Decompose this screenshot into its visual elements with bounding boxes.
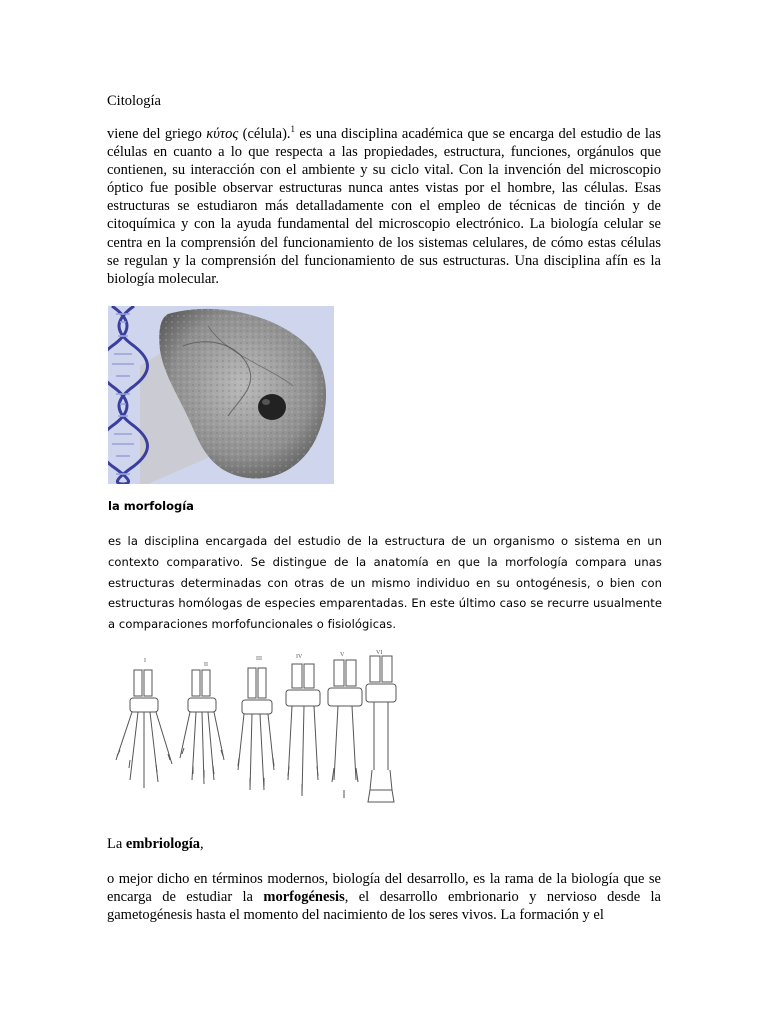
footnote-marker: 1 (290, 124, 296, 134)
embriologia-heading (107, 836, 204, 853)
limb-1 (116, 670, 172, 788)
limb-4 (286, 664, 320, 796)
embriologia-heading-post: , (200, 836, 204, 852)
intro-text-2: (célula). (238, 126, 291, 142)
embriologia-heading-pre: La (107, 836, 126, 852)
limb-bones-svg (108, 640, 412, 812)
embriologia-paragraph (107, 870, 661, 924)
bone-label-1: I (144, 658, 146, 664)
greek-word: κύτος (206, 126, 239, 142)
intro-text-3: es una disciplina académica que se encarga del estudio de las células en cuanto a lo que respecta a las propiedades, estructura, funciones, orgánulos que contienen, su interacción con el ambiente y su ciclo vital. Con la invención del microscopio óptico fue posible observar estructuras nunca antes vistas por el hombre, las células. Esas estructuras se estudiaron más detalladamente con el empleo de técnicas de tinción y de citoquímica y con la ayuda fundamental del microscopio electrónico. La biología celular se centra en la comprensión del funcionamiento de los sistemas celulares, de cómo estas células se regulan y la comprensión del funcionamiento de sus estructuras. Una disciplina afín es la biología molecular. (107, 126, 661, 287)
morfologia-paragraph: es la disciplina encargada del estudio de la estructura de un organismo o sistema en un contexto comparativo. Se distingue de la anatomía en que la morfología compara unas estructuras determinadas con otras de un mismo individuo en su ontogénesis, o bien con estructuras homólogas de especies emparentadas. En este último caso se recurre usualmente a comparaciones morfofuncionales o fisiológicas. (108, 534, 662, 632)
bone-label-4: IV (296, 654, 303, 660)
bone-label-2: II (204, 662, 208, 668)
embriologia-text-post: , el desarrollo embrionario y nervioso desde la gametogénesis hasta el momento del nacimiento de los seres vivos. La formación y el (107, 889, 661, 924)
embriologia-heading-bold: embriología (125, 836, 201, 852)
limb-5 (328, 660, 362, 798)
bone-label-6: VI (376, 650, 383, 656)
morfogenesis-term: morfogénesis (263, 889, 345, 906)
limb-bones-illustration (108, 640, 412, 812)
cell-dna-illustration (108, 306, 334, 484)
cell-dna-svg (108, 306, 334, 484)
morfologia-heading: la morfología (108, 499, 194, 513)
intro-paragraph (107, 125, 661, 288)
intro-text-1: viene del griego (107, 126, 207, 142)
bone-label-3: III (256, 656, 262, 662)
cell-nucleus (258, 394, 286, 420)
limb-2 (180, 670, 224, 784)
limb-6 (366, 656, 396, 802)
page-title: Citología (107, 93, 161, 109)
bone-label-5: V (340, 652, 345, 658)
embriologia-text-pre: o mejor dicho en términos modernos, biología del desarrollo, es la rama de la biología que se encarga de estudiar la (107, 871, 661, 906)
limb-3 (238, 668, 274, 790)
